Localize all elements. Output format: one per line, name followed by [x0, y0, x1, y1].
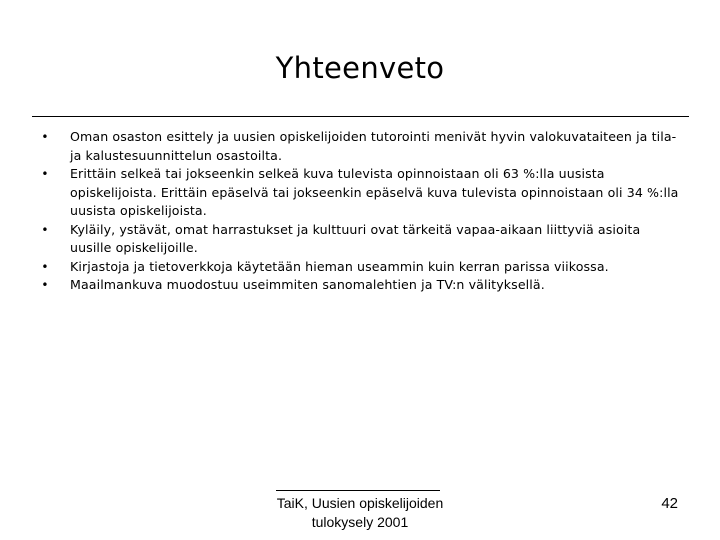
bullet-item: [40, 165, 680, 221]
bullet-text: Oman osaston esittely ja uusien opiskelijoiden tutorointi menivät hyvin valokuvataiteen ja tila- ja kalustesuunnittelun osastoilta.: [70, 129, 677, 163]
bullet-icon: •: [41, 259, 49, 274]
bullet-text: Erittäin selkeä tai jokseenkin selkeä kuva tulevista opinnoistaan oli 63 %:lla uusista opiskelijoista. Erittäin epäselvä tai jokseenkin epäselvä kuva tulevista opinnoistaan oli 34 %:lla uusista opiskelijoista.: [70, 166, 679, 218]
footer-line-2: tulokysely 2001: [311, 514, 409, 530]
footer-caption: [240, 494, 480, 532]
bullet-icon: •: [41, 222, 49, 237]
bullet-icon: •: [41, 278, 49, 292]
slide-title: Yhteenveto: [275, 51, 445, 85]
footer-line-1: TaiK, Uusien opiskelijoiden: [276, 495, 444, 511]
bullet-item: [40, 276, 680, 295]
bullet-icon: •: [41, 167, 49, 181]
bullet-text: Kirjastoja ja tietoverkkoja käytetään hieman useammin kuin kerran parissa viikossa.: [70, 258, 609, 274]
page-number: 42: [661, 495, 678, 512]
bullet-text: Kyläily, ystävät, omat harrastukset ja kulttuuri ovat tärkeitä vapaa-aikaan liittyviä asioita uusille opiskelijoille.: [70, 221, 641, 255]
bullet-item: [40, 128, 680, 165]
bullet-item: [40, 221, 680, 258]
bullet-list: [40, 128, 680, 295]
bullet-item: [40, 258, 680, 277]
bullet-icon: •: [41, 130, 49, 144]
bullet-text: Maailmankuva muodostuu useimmiten sanomalehtien ja TV:n välityksellä.: [70, 277, 545, 292]
footer-divider: [276, 490, 440, 491]
title-divider: [32, 116, 689, 117]
